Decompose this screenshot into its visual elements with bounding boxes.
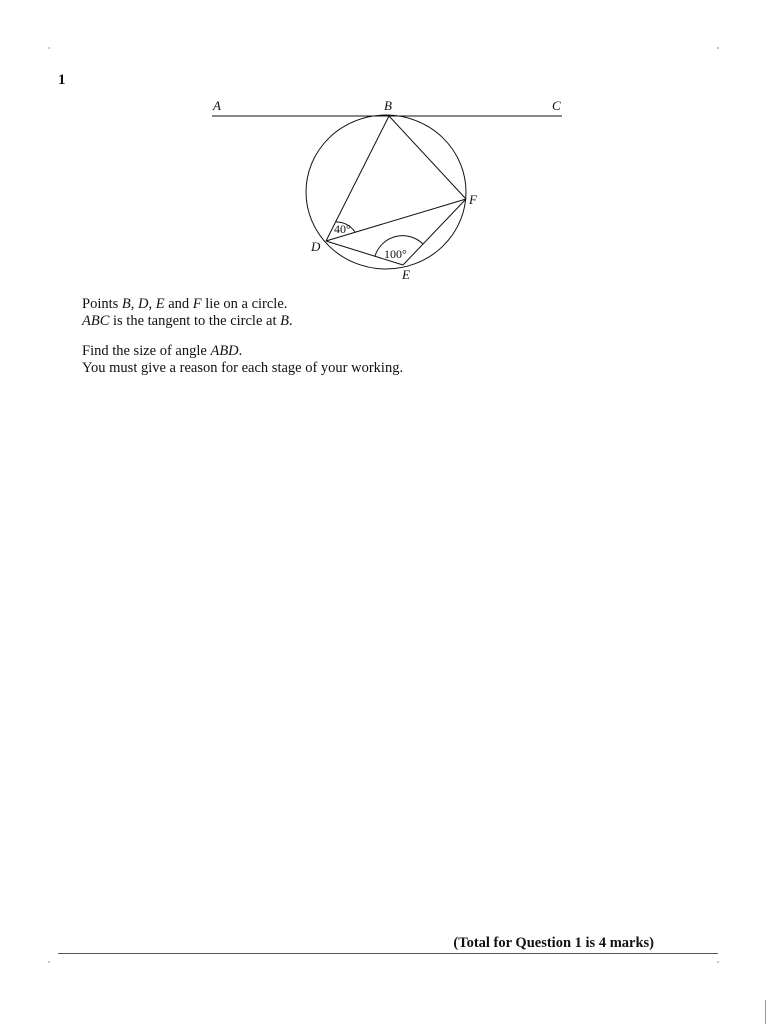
corner-mark (717, 47, 719, 49)
math-variable: ABC (82, 313, 110, 329)
text-run: . (288, 313, 293, 329)
text-run: and (164, 296, 193, 312)
corner-mark (717, 961, 719, 963)
corner-mark (48, 961, 50, 963)
page-edge-mark (765, 1000, 766, 1024)
question-statement (82, 296, 293, 330)
text-run: is the tangent to the circle at (109, 313, 281, 329)
math-variable: B (121, 296, 131, 312)
statement-line (82, 296, 293, 313)
question-number: 1 (58, 72, 66, 88)
label-point-f: F (469, 192, 477, 207)
angle-label-bdf: 40° (334, 222, 351, 236)
circle-tangent-diagram (0, 0, 768, 300)
text-run: lie on a circle. (201, 296, 288, 312)
task-line (82, 343, 403, 360)
label-point-e: E (402, 267, 410, 282)
text-run: , (130, 296, 138, 312)
label-point-b: B (384, 98, 392, 113)
text-run: , (148, 296, 156, 312)
total-marks: (Total for Question 1 is 4 marks) (453, 935, 654, 951)
text-run: Find the size of angle (82, 343, 211, 359)
angle-label-def: 100° (384, 247, 407, 261)
math-variable: ABD (210, 343, 239, 359)
corner-mark (48, 47, 50, 49)
label-point-c: C (552, 98, 561, 113)
question-task (82, 343, 403, 377)
footer-rule (58, 953, 718, 954)
statement-line (82, 313, 293, 330)
chord-bf (389, 116, 466, 199)
math-variable: F (192, 296, 202, 312)
text-run: Points (82, 296, 122, 312)
label-point-a: A (213, 98, 221, 113)
math-variable: D (138, 296, 149, 312)
task-line (82, 360, 403, 377)
text-run: . (238, 343, 243, 359)
text-run: You must give a reason for each stage of your working. (82, 360, 404, 376)
label-point-d: D (311, 239, 321, 254)
math-variable: E (155, 296, 165, 312)
circle (306, 115, 466, 269)
math-variable: B (280, 313, 289, 329)
